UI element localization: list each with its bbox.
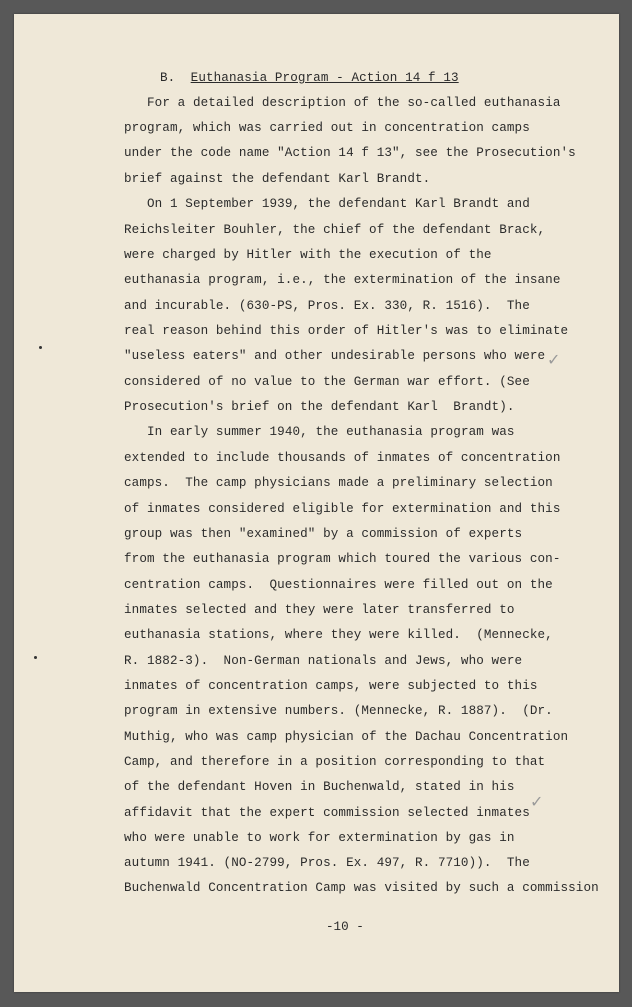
- text-line: In early summer 1940, the euthanasia program was: [147, 425, 515, 439]
- check-mark-icon: ✓: [530, 792, 544, 811]
- text-line: camps. The camp physicians made a preliminary selection: [124, 476, 553, 490]
- text-line: R. 1882-3). Non-German nationals and Jews, who were: [124, 654, 523, 668]
- text-line: Muthig, who was camp physician of the Dachau Concentration: [124, 730, 569, 744]
- text-line: who were unable to work for extermination by gas in: [124, 831, 515, 845]
- text-line: For a detailed description of the so-called euthanasia: [147, 96, 561, 110]
- section-label: B.: [160, 71, 176, 85]
- text-line: were charged by Hitler with the execution of the: [124, 248, 492, 262]
- text-line: extended to include thousands of inmates of concentration: [124, 451, 561, 465]
- text-line: inmates selected and they were later transferred to: [124, 603, 515, 617]
- ink-speck-icon: [39, 346, 42, 349]
- text-line: centration camps. Questionnaires were filled out on the: [124, 578, 553, 592]
- text-line: program, which was carried out in concentration camps: [124, 121, 530, 135]
- text-line: brief against the defendant Karl Brandt.: [124, 172, 431, 186]
- text-line: and incurable. (630-PS, Pros. Ex. 330, R. 1516). The: [124, 299, 530, 313]
- text-line: considered of no value to the German war effort. (See: [124, 375, 530, 389]
- text-line: program in extensive numbers. (Mennecke, R. 1887). (Dr.: [124, 704, 553, 718]
- text-line: Prosecution's brief on the defendant Karl Brandt).: [124, 400, 515, 414]
- text-line: affidavit that the expert commission selected inmates: [124, 806, 530, 820]
- section-title: Euthanasia Program - Action 14 f 13: [190, 71, 459, 85]
- text-line: of the defendant Hoven in Buchenwald, stated in his: [124, 780, 515, 794]
- text-line: euthanasia program, i.e., the extermination of the insane: [124, 273, 561, 287]
- page-number: -10 -: [326, 920, 364, 934]
- text-line: autumn 1941. (NO-2799, Pros. Ex. 497, R. 7710)). The: [124, 856, 530, 870]
- text-line: inmates of concentration camps, were subjected to this: [124, 679, 538, 693]
- text-line: from the euthanasia program which toured the various con-: [124, 552, 561, 566]
- text-line: under the code name "Action 14 f 13", see the Prosecution's: [124, 146, 576, 160]
- text-line: real reason behind this order of Hitler's was to eliminate: [124, 324, 569, 338]
- ink-speck-icon: [34, 656, 37, 659]
- text-line: of inmates considered eligible for extermination and this: [124, 502, 561, 516]
- check-mark-icon: ✓: [547, 350, 561, 369]
- text-line: Camp, and therefore in a position corresponding to that: [124, 755, 546, 769]
- text-line: euthanasia stations, where they were killed. (Mennecke,: [124, 628, 553, 642]
- document-page: [14, 14, 619, 992]
- text-line: Buchenwald Concentration Camp was visited by such a commission: [124, 881, 599, 895]
- section-heading: [160, 70, 459, 86]
- text-line: group was then "examined" by a commission of experts: [124, 527, 523, 541]
- text-line: "useless eaters" and other undesirable persons who were: [124, 349, 546, 363]
- text-line: On 1 September 1939, the defendant Karl Brandt and: [147, 197, 530, 211]
- text-line: Reichsleiter Bouhler, the chief of the defendant Brack,: [124, 223, 546, 237]
